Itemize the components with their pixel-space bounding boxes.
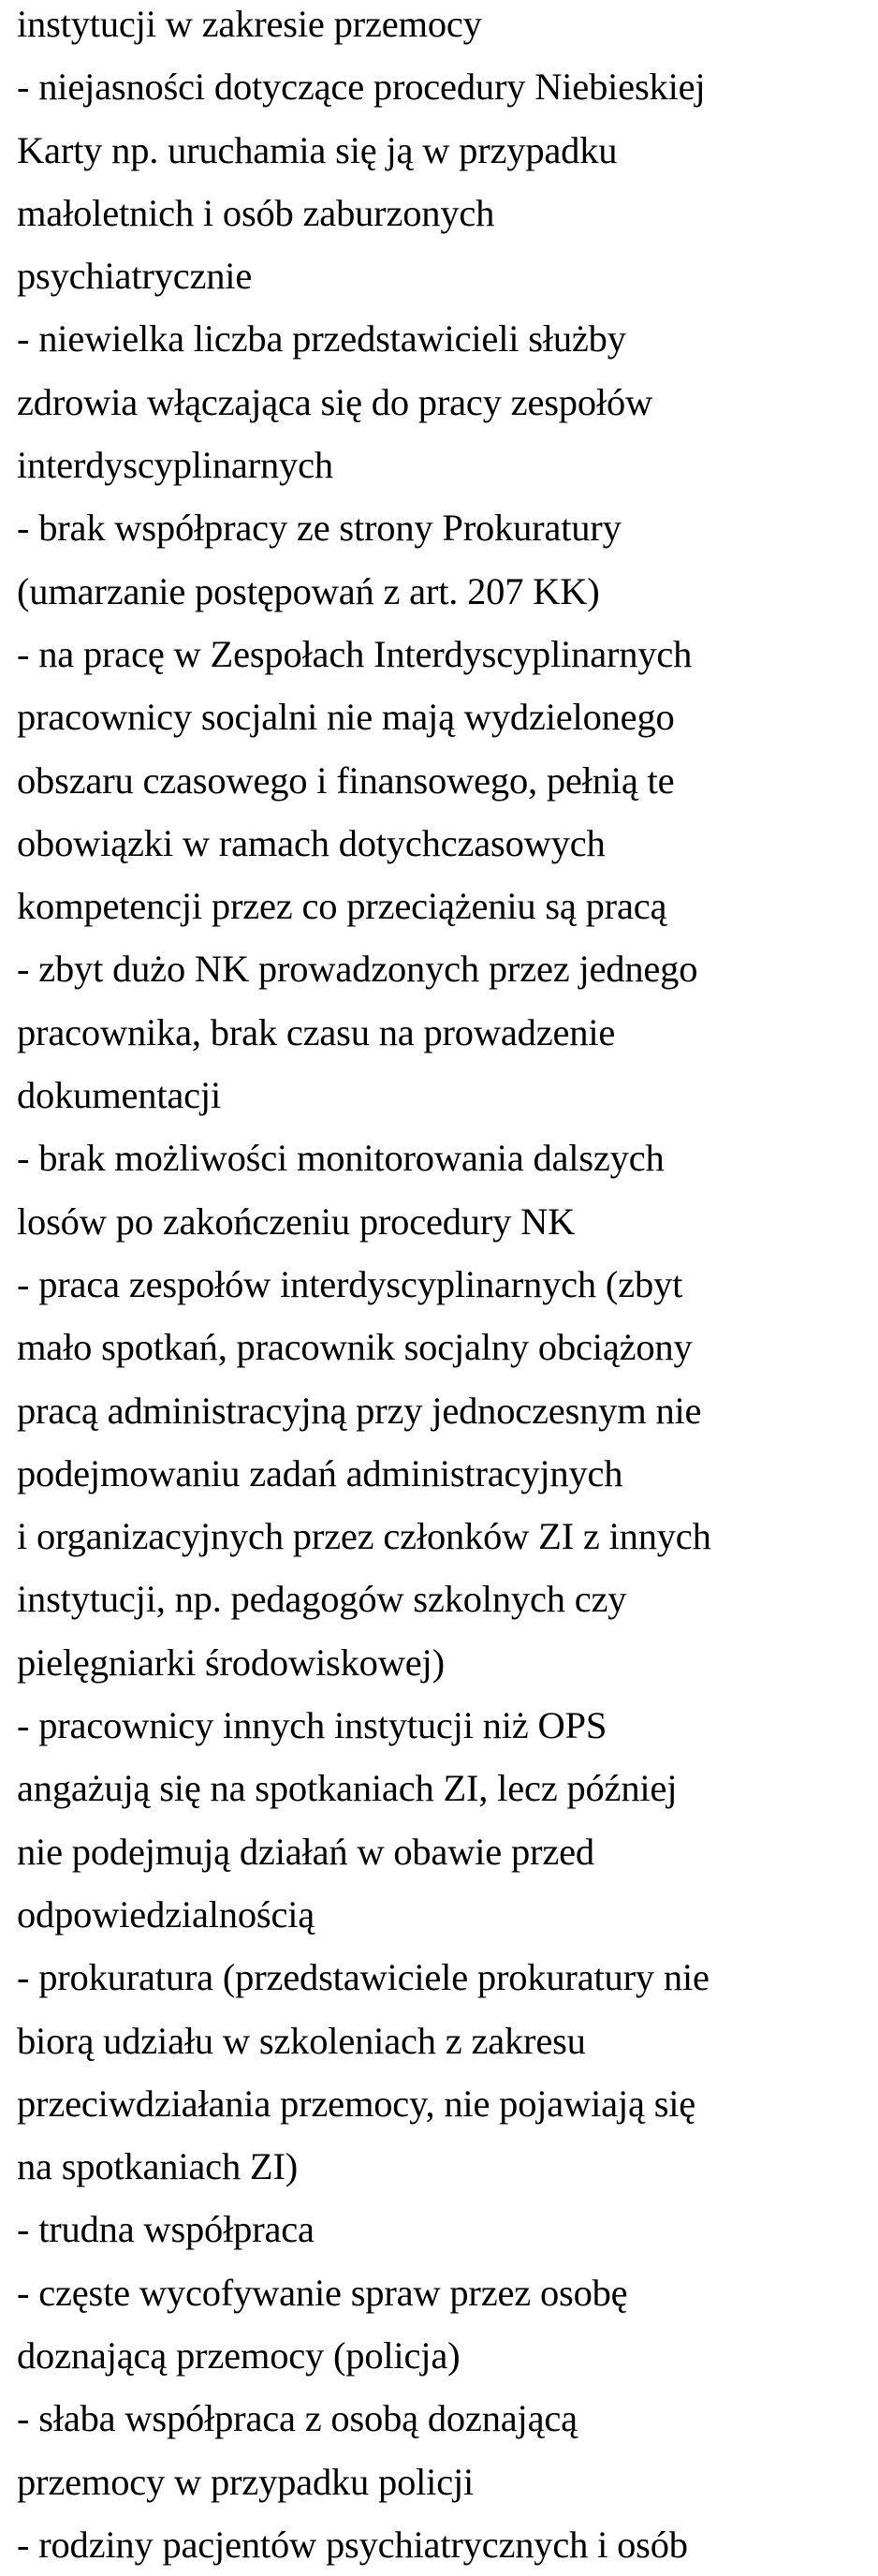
text-line: nie podejmują działań w obawie przed	[17, 1830, 594, 1873]
text-line: (umarzanie postępowań z art. 207 KK)	[17, 569, 600, 612]
text-line: - praca zespołów interdyscyplinarnych (zbyt	[17, 1262, 683, 1305]
text-line: angażują się na spotkaniach ZI, lecz później	[17, 1767, 678, 1810]
text-line: przemocy w przypadku policji	[17, 2460, 475, 2503]
text-line: pracownicy socjalni nie mają wydzielonego	[17, 696, 675, 739]
text-line: i organizacyjnych przez członków ZI z innych	[17, 1515, 711, 1558]
text-line: - rodziny pacjentów psychiatrycznych i osób	[17, 2523, 688, 2566]
text-line: - brak możliwości monitorowania dalszych	[17, 1137, 665, 1180]
text-line: - zbyt dużo NK prowadzonych przez jednego	[17, 948, 698, 991]
text-line: - częste wycofywanie spraw przez osobę	[17, 2271, 628, 2314]
text-line: - słaba współpraca z osobą doznającą	[17, 2397, 578, 2440]
text-line: biorą udziału w szkoleniach z zakresu	[17, 2019, 586, 2062]
text-line: doznającą przemocy (policja)	[17, 2333, 461, 2377]
text-line: interdyscyplinarnych	[17, 444, 333, 487]
text-line: małoletnich i osób zaburzonych	[17, 191, 495, 234]
text-line: - pracownicy innych instytucji niż OPS	[17, 1704, 607, 1747]
text-line: - trudna współpraca	[17, 2208, 315, 2251]
text-line: odpowiedzialnością	[17, 1892, 315, 1936]
text-line: dokumentacji	[17, 1074, 222, 1117]
text-line: kompetencji przez co przeciążeniu są pracą	[17, 885, 667, 928]
text-line: instytucji, np. pedagogów szkolnych czy	[17, 1578, 627, 1621]
text-line: psychiatrycznie	[17, 255, 253, 298]
text-line: pracownika, brak czasu na prowadzenie	[17, 1010, 616, 1053]
text-line: obowiązki w ramach dotychczasowych	[17, 821, 606, 864]
text-line: pielęgniarki środowiskowej)	[17, 1641, 445, 1684]
text-line: przeciwdziałania przemocy, nie pojawiają się	[17, 2082, 696, 2125]
text-line: losów po zakończeniu procedury NK	[17, 1200, 576, 1243]
text-line: - prokuratura (przedstawiciele prokuratury nie	[17, 1956, 710, 1999]
text-line: - niejasności dotyczące procedury Niebieskiej	[17, 66, 706, 109]
text-line: instytucji w zakresie przemocy	[17, 3, 482, 45]
text-line: - brak współpracy ze strony Prokuratury	[17, 507, 622, 550]
text-line: - niewielka liczba przedstawicieli służby	[17, 317, 626, 361]
text-line: na spotkaniach ZI)	[17, 2145, 299, 2188]
text-line: Karty np. uruchamia się ją w przypadku	[17, 128, 618, 171]
text-line: zdrowia włączająca się do pracy zespołów	[17, 380, 653, 423]
text-line: obszaru czasowego i finansowego, pełnią te	[17, 758, 675, 802]
text-line: - na pracę w Zespołach Interdyscyplinarnych	[17, 632, 693, 675]
text-line: mało spotkań, pracownik socjalny obciążony	[17, 1326, 693, 1369]
text-line: podejmowaniu zadań administracyjnych	[17, 1451, 623, 1494]
text-line: pracą administracyjną przy jednoczesnym nie	[17, 1389, 702, 1432]
document-page	[17, 0, 878, 2576]
